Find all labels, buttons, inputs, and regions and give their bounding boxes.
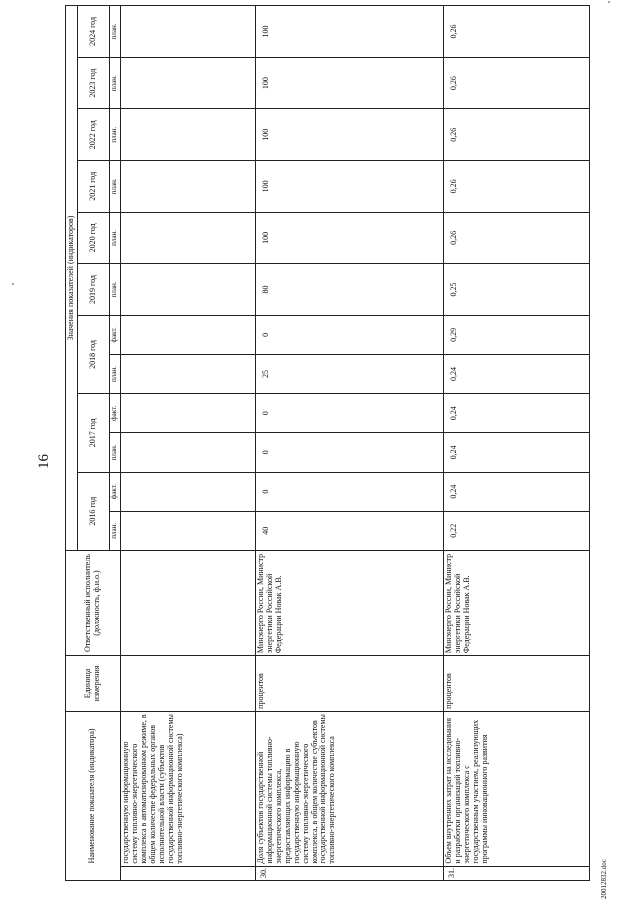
row-number: 31. (443, 866, 589, 880)
value-cell: 0,26 (443, 161, 589, 213)
scan-speck (12, 283, 14, 285)
value-cell (120, 6, 255, 58)
col-header-2022: 2022 год (77, 109, 109, 161)
value-cell (120, 161, 255, 213)
col-header-2021: 2021 год (77, 161, 109, 213)
subheader-fact: факт. (109, 394, 120, 433)
value-cell: 0 (255, 472, 443, 511)
value-cell: 40 (255, 511, 443, 550)
value-cell: 0 (255, 433, 443, 472)
value-cell: 100 (255, 212, 443, 264)
indicator-unit: процентов (255, 656, 443, 712)
value-cell (120, 109, 255, 161)
col-header-2016: 2016 год (77, 472, 109, 550)
indicator-responsible: Минэнерго России, Министр энергетики Российской Федерации Новак А.В. (443, 550, 589, 655)
value-cell: 0,26 (443, 57, 589, 109)
subheader-plan: план. (109, 57, 120, 109)
indicators-table (65, 5, 590, 881)
value-cell: 100 (255, 161, 443, 213)
value-cell: 100 (255, 109, 443, 161)
value-cell (120, 472, 255, 511)
subheader-plan: план. (109, 6, 120, 58)
col-header-2017: 2017 год (77, 394, 109, 472)
indicator-unit: процентов (443, 656, 589, 712)
subheader-plan: план. (109, 511, 120, 550)
table-row (443, 6, 589, 881)
value-cell: 0,29 (443, 315, 589, 354)
value-cell (120, 394, 255, 433)
value-cell: 0,26 (443, 6, 589, 58)
value-cell: 0 (255, 394, 443, 433)
value-cell: 0,24 (443, 354, 589, 393)
col-header-2020: 2020 год (77, 212, 109, 264)
indicator-name: Доля субъектов государственной информационной системы топливно-энергетического комплекса, предоставляющих информацию в государственную информационную систему топливно-энергетического комплекса, в общем количестве субъектов государственной информационной системы топливно-энергетического комплекса (255, 711, 443, 866)
indicator-unit (120, 656, 255, 712)
subheader-plan: план. (109, 433, 120, 472)
indicator-name: государственную информационную систему топливно-энергетического комплекса в автоматизированном режиме, в общем количестве федеральных органов исполнительной власти (субъектов государственной информационной системы топливно-энергетического комплекса) (120, 711, 255, 866)
value-cell: 0,26 (443, 109, 589, 161)
value-cell: 0,24 (443, 394, 589, 433)
value-cell: 0,25 (443, 264, 589, 316)
indicator-responsible (120, 550, 255, 655)
row-number (120, 866, 255, 880)
subheader-fact: факт. (109, 315, 120, 354)
col-header-2023: 2023 год (77, 57, 109, 109)
indicator-responsible: Минэнерго России, Министр энергетики Российской Федерации Новак А.В. (255, 550, 443, 655)
value-cell: 0,22 (443, 511, 589, 550)
value-cell (120, 511, 255, 550)
value-cell: 100 (255, 6, 443, 58)
value-cell (120, 354, 255, 393)
value-cell: 100 (255, 57, 443, 109)
value-cell: 0,26 (443, 212, 589, 264)
table-row (255, 6, 443, 881)
subheader-plan: план. (109, 212, 120, 264)
col-header-2024: 2024 год (77, 6, 109, 58)
value-cell (120, 264, 255, 316)
value-cell: 0,24 (443, 433, 589, 472)
value-cell: 0 (255, 315, 443, 354)
value-cell (120, 433, 255, 472)
scan-speck (608, 1, 610, 3)
subheader-plan: план. (109, 161, 120, 213)
value-cell (120, 315, 255, 354)
subheader-plan: план. (109, 264, 120, 316)
subheader-plan: план. (109, 109, 120, 161)
col-header-2019: 2019 год (77, 264, 109, 316)
subheader-fact: факт. (109, 472, 120, 511)
col-header-name: Наименование показателя (индикатора) (66, 711, 121, 880)
col-header-responsible: Ответственный исполнитель (должность, ф.и.о.) (66, 550, 121, 655)
table-row (120, 6, 255, 881)
col-header-unit: Единица измерения (66, 656, 121, 712)
indicator-name: Объем внутренних затрат на исследования и разработки организаций топливно-энергетического комплекса с государственным участием, реализующих программы инновационного развития (443, 711, 589, 866)
document-id: 20012832.doc (600, 859, 608, 899)
value-cell (120, 212, 255, 264)
page-number: 16 (36, 454, 52, 469)
col-header-2018: 2018 год (77, 315, 109, 393)
col-header-values-group: Значения показателей (индикаторов) (66, 6, 78, 551)
value-cell: 25 (255, 354, 443, 393)
row-number: 30. (255, 866, 443, 880)
subheader-plan: план. (109, 354, 120, 393)
value-cell (120, 57, 255, 109)
value-cell: 80 (255, 264, 443, 316)
value-cell: 0,24 (443, 472, 589, 511)
